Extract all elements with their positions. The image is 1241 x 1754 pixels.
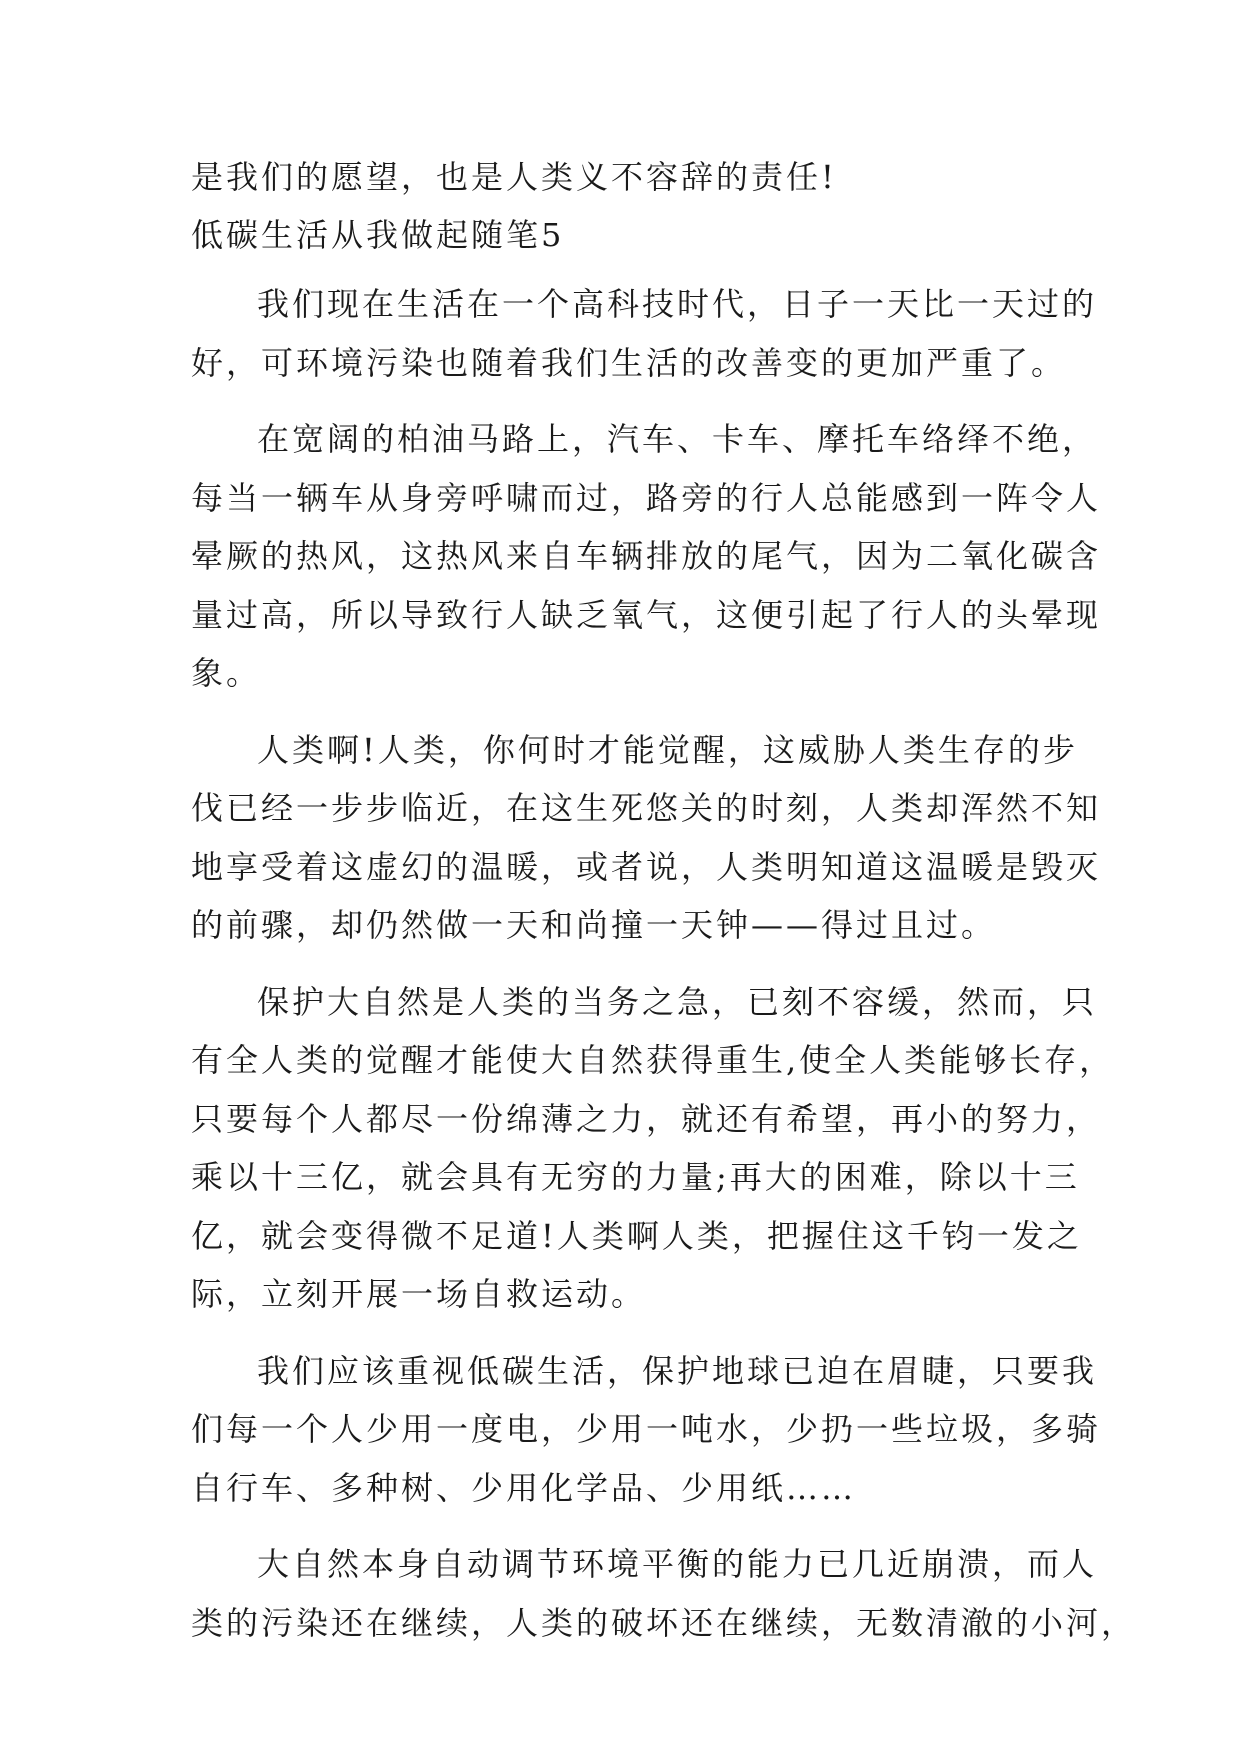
paragraph-line: 的前骤，却仍然做一天和尚撞一天钟——得过且过。 <box>191 906 997 944</box>
lead-line: 是我们的愿望，也是人类义不容辞的责任! <box>191 158 837 196</box>
paragraph-line: 伐已经一步步临近，在这生死悠关的时刻，人类却浑然不知 <box>191 789 1102 827</box>
paragraph-line: 象。 <box>191 654 262 692</box>
paragraph-5 <box>191 1342 1102 1518</box>
paragraph-line: 人类啊!人类，你何时才能觉醒，这威胁人类生存的步 <box>257 730 1078 769</box>
paragraph-line: 好，可环境污染也随着我们生活的改善变的更加严重了。 <box>191 343 1067 382</box>
paragraph-1 <box>191 275 1098 392</box>
paragraph-line: 大自然本身自动调节环境平衡的能力已几近崩溃，而人 <box>257 1545 1098 1583</box>
paragraph-line: 每当一辆车从身旁呼啸而过，路旁的行人总能感到一阵令人 <box>191 478 1102 517</box>
paragraph-line: 我们现在生活在一个高科技时代，日子一天比一天过的 <box>257 285 1098 323</box>
document-body <box>191 157 1137 1670</box>
paragraph-line: 保护大自然是人类的当务之急，已刻不容缓，然而，只 <box>257 982 1098 1021</box>
paragraph-6 <box>191 1535 1137 1652</box>
paragraph-line: 我们应该重视低碳生活，保护地球已迫在眉睫，只要我 <box>257 1351 1098 1390</box>
paragraph-line: 际，立刻开展一场自救运动。 <box>191 1275 647 1313</box>
section-heading: 低碳生活从我做起随笔5 <box>191 216 565 254</box>
paragraph-line: 地享受着这虚幻的温暖，或者说，人类明知道这温暖是毁灭 <box>191 847 1102 886</box>
paragraph-2 <box>191 410 1102 703</box>
paragraph-line: 有全人类的觉醒才能使大自然获得重生,使全人类能够长存， <box>191 1041 1115 1079</box>
paragraph-line: 亿，就会变得微不足道!人类啊人类，把握住这千钧一发之 <box>191 1216 1082 1255</box>
paragraph-line: 晕厥的热风，这热风来自车辆排放的尾气，因为二氧化碳含 <box>191 537 1102 575</box>
paragraph-line: 量过高，所以导致行人缺乏氧气，这便引起了行人的头晕现 <box>191 595 1102 634</box>
paragraph-4 <box>191 973 1115 1324</box>
paragraph-line: 在宽阔的柏油马路上，汽车、卡车、摩托车络绎不绝， <box>257 420 1098 458</box>
paragraph-line: 自行车、多种树、少用化学品、少用纸…… <box>191 1468 857 1507</box>
paragraph-line: 只要每个人都尽一份绵薄之力，就还有希望，再小的努力， <box>191 1099 1102 1138</box>
paragraph-line: 类的污染还在继续，人类的破坏还在继续，无数清澈的小河， <box>191 1603 1137 1642</box>
paragraph-3 <box>191 721 1102 955</box>
paragraph-line: 们每一个人少用一度电，少用一吨水，少扔一些垃圾，多骑 <box>191 1410 1102 1448</box>
paragraph-line: 乘以十三亿，就会具有无穷的力量;再大的困难，除以十三 <box>191 1158 1080 1196</box>
